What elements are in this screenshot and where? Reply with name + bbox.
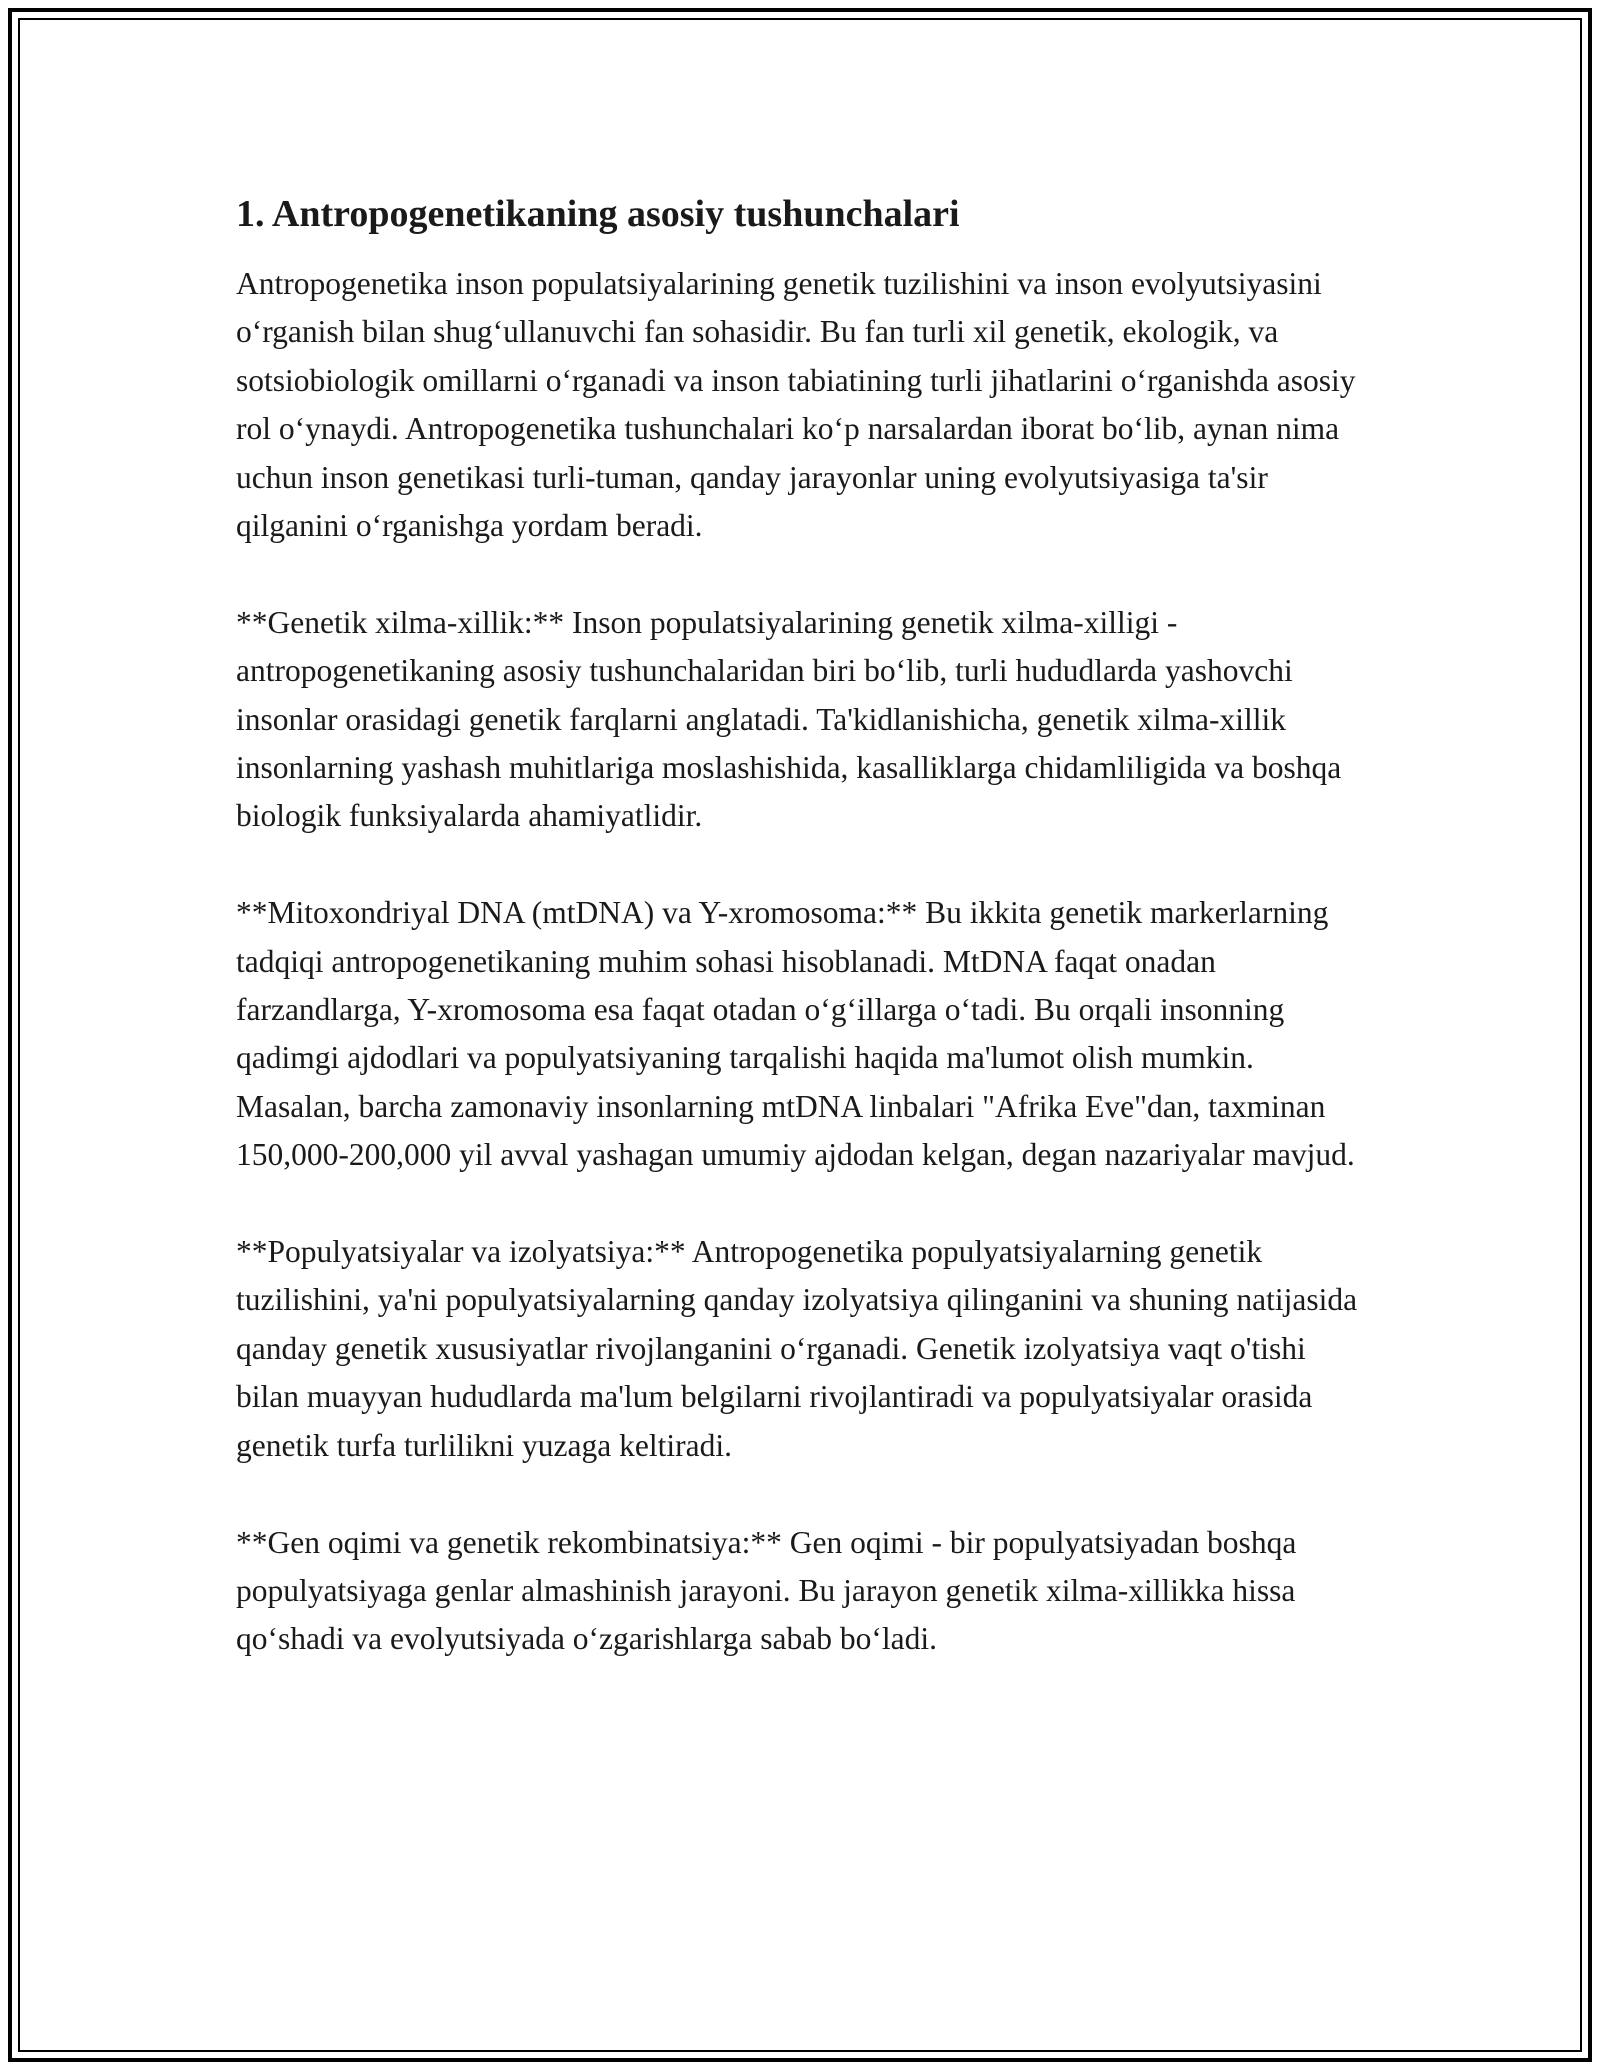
paragraph-genetic-diversity: **Genetik xilma-xillik:** Inson populatsiyalarining genetik xilma-xilligi - antropogenetikaning asosiy tushunchalaridan biri bo‘lib, turli hududlarda yashovchi insonlar orasidagi genetik farqlarni anglatadi. Ta'kidlanishicha, genetik xilma-xillik insonlarning yashash muhitlariga moslashishida, kasalliklarga chidamliligida va boshqa biologik funksiyalarda ahamiyatlidir. [236,604,1342,834]
document-body [236,186,1376,1712]
paragraph-gene-flow: **Gen oqimi va genetik rekombinatsiya:** Gen oqimi - bir populyatsiyadan boshqa populyatsiyaga genlar almashinish jarayoni. Bu jarayon genetik xilma-xillikka hissa qo‘shadi va evolyutsiyada o‘zgarishlarga sabab bo‘ladi. [236,1524,1297,1657]
paragraph-intro: Antropogenetika inson populatsiyalarining genetik tuzilishini va inson evolyutsiyasini o‘rganish bilan shug‘ullanuvchi fan sohasidir. Bu fan turli xil genetik, ekologik, va sotsiobiologik omillarni o‘rganadi va inson tabiatining turli jihatlarini o‘rganishda asosiy rol o‘ynaydi. Antropogenetika tushunchalari ko‘p narsalardan iborat bo‘lib, aynan nima uchun inson genetikasi turli-tuman, qanday jarayonlar uning evolyutsiyasiga ta'sir qilganini o‘rganishga yordam beradi. [236,266,1356,544]
paragraph-mtdna-y-chromosome: **Mitoxondriyal DNA (mtDNA) va Y-xromosoma:** Bu ikkita genetik markerlarning tadqiqi antropogenetikaning muhim sohasi hisoblanadi. MtDNA faqat onadan farzandlarga, Y-xromosoma esa faqat otadan o‘g‘illarga o‘tadi. Bu orqali insonning qadimgi ajdodlari va populyatsiyaning tarqalishi haqida ma'lumot olish mumkin. Masalan, barcha zamonaviy insonlarning mtDNA linbalari "Afrika Eve"dan, taxminan 150,000-200,000 yil avval yashagan umumiy ajdodan kelgan, degan nazariyalar mavjud. [236,895,1355,1173]
section-heading: 1. Antropogenetikaning asosiy tushunchalari [236,193,960,235]
paragraph-populations-isolation: **Populyatsiyalar va izolyatsiya:** Antropogenetika populyatsiyalarning genetik tuzilishini, ya'ni populyatsiyalarning qanday izolyatsiya qilinganini va shuning natijasida qanday genetik xususiyatlar rivojlanganini o‘rganadi. Genetik izolyatsiya vaqt o'tishi bilan muayyan hududlarda ma'lum belgilarni rivojlantiradi va populyatsiyalar orasida genetik turfa turlilikni yuzaga keltiradi. [236,1234,1358,1463]
